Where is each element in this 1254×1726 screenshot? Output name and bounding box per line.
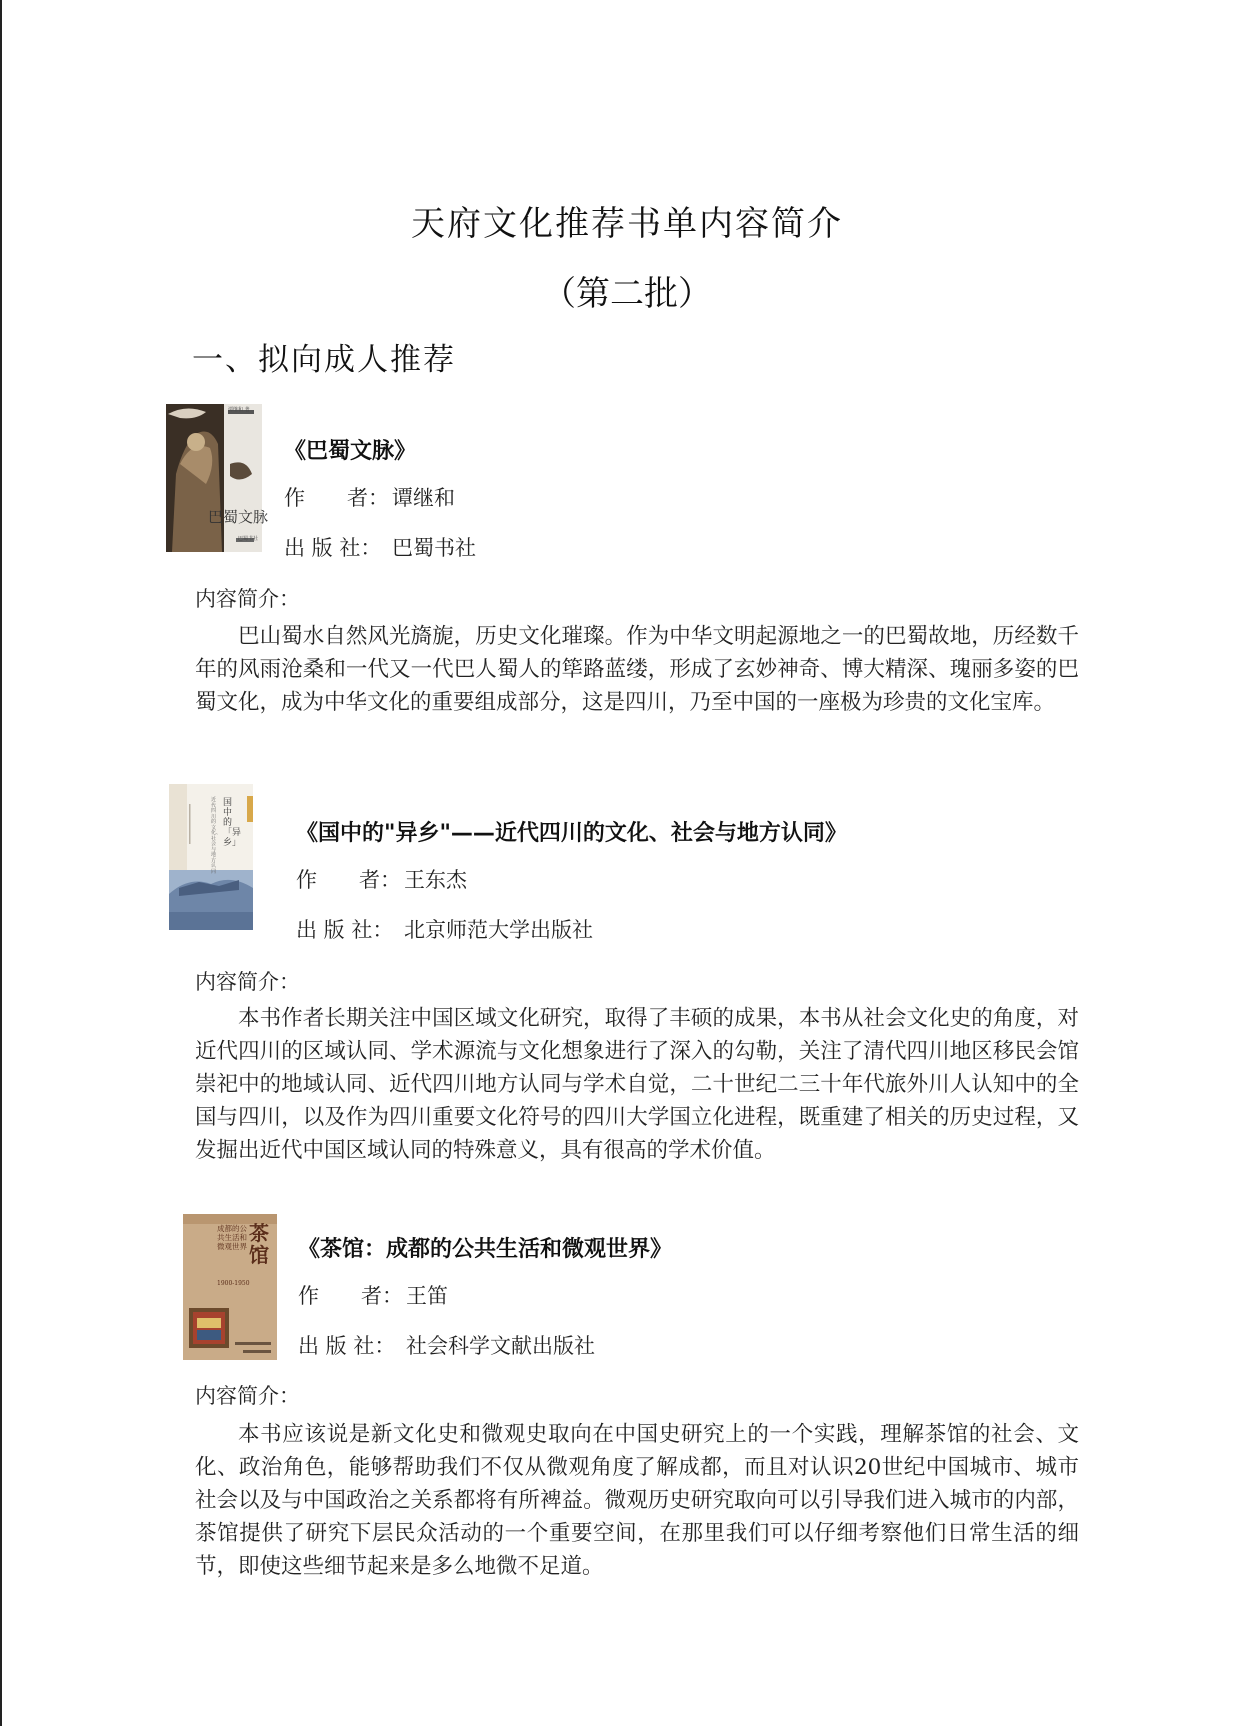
book-title-2: 《国中的"异乡"——近代四川的文化、社会与地方认同》 — [296, 821, 847, 846]
book-cover-2-title: 国中的「异乡」 — [223, 798, 242, 848]
book-publisher-row-1 — [284, 532, 476, 562]
book-author-row-2 — [296, 864, 467, 894]
book-publisher-2: 北京师范大学出版社 — [404, 918, 593, 942]
publisher-label: 出 版 社： — [296, 918, 394, 942]
book-publisher-3: 社会科学文献出版社 — [406, 1334, 595, 1358]
intro-label-1: 内容简介： — [195, 587, 300, 611]
publisher-label: 出 版 社： — [284, 536, 382, 560]
book-cover-2 — [169, 784, 253, 930]
book-cover-3-years: 1900-1950 — [217, 1280, 250, 1287]
author-label: 作 者： — [296, 868, 401, 892]
book-title-1: 《巴蜀文脉》 — [284, 439, 417, 464]
book-publisher-row-2 — [296, 914, 593, 944]
book-publisher-row-3 — [298, 1330, 595, 1360]
page-title: 天府文化推荐书单内容简介 — [411, 204, 843, 244]
author-label: 作 者： — [284, 486, 389, 510]
book-cover-1-title: 巴蜀文脉 — [208, 508, 269, 526]
book-title-3: 《茶馆：成都的公共生活和微观世界》 — [298, 1237, 673, 1262]
book-publisher-1: 巴蜀书社 — [392, 536, 476, 560]
book-cover-1-publisher-mark: 巴蜀书社 — [238, 536, 259, 542]
book-author-1: 谭继和 — [392, 486, 455, 510]
publisher-label: 出 版 社： — [298, 1334, 396, 1358]
book-author-3: 王笛 — [406, 1284, 448, 1308]
book-cover-1-author-mark: 谭继和 著 — [228, 407, 250, 413]
book-author-row-1 — [284, 482, 455, 512]
intro-label-2: 内容简介： — [195, 970, 300, 994]
book-cover-3-subtitle: 成都的公共生活和微观世界 — [217, 1224, 247, 1251]
book-summary-3: 本书应该说是新文化史和微观史取向在中国史研究上的一个实践，理解茶馆的社会、文化、政治角色，能够帮助我们不仅从微观角度了解成都，而且对认识20世纪中国城市、城市社会以及与中国政治之关系都将有所裨益。微观历史研究取向可以引导我们进入城市的内部，茶馆提供了研究下层民众活动的一个重要空间，在那里我们可以仔细考察他们日常生活的细节，即使这些细节起来是多么地微不足道。 — [195, 1422, 1079, 1579]
page-left-edge — [0, 0, 2, 1726]
book-cover-1 — [166, 404, 269, 552]
author-label: 作 者： — [298, 1284, 403, 1308]
book-cover-2-subtitle: 近代四川的文化、社会与地方认同 — [211, 797, 222, 875]
book-author-2: 王东杰 — [404, 868, 467, 892]
book-cover-3 — [183, 1214, 277, 1360]
intro-label-3: 内容简介： — [195, 1384, 300, 1408]
book-cover-3-title: 茶馆 — [249, 1221, 269, 1267]
book-cover-1-art — [166, 404, 262, 552]
page-subtitle: （第二批） — [542, 274, 712, 314]
book-summary-2: 本书作者长期关注中国区域文化研究，取得了丰硕的成果，本书从社会文化史的角度，对近代四川的区域认同、学术源流与文化想象进行了深入的勾勒，关注了清代四川地区移民会馆崇祀中的地域认同、近代四川地方认同与学术自觉，二十世纪二三十年代旅外川人认知中的全国与四川，以及作为四川重要文化符号的四川大学国立化进程，既重建了相关的历史过程，又发掘出近代中国区域认同的特殊意义，具有很高的学术价值。 — [195, 1006, 1079, 1163]
book-author-row-3 — [298, 1280, 448, 1310]
book-summary-1: 巴山蜀水自然风光旖旎，历史文化璀璨。作为中华文明起源地之一的巴蜀故地，历经数千年的风雨沧桑和一代又一代巴人蜀人的筚路蓝缕，形成了玄妙神奇、博大精深、瑰丽多姿的巴蜀文化，成为中华文化的重要组成部分，这是四川，乃至中国的一座极为珍贵的文化宝库。 — [195, 624, 1079, 715]
section-heading: 一、拟向成人推荐 — [192, 342, 456, 378]
